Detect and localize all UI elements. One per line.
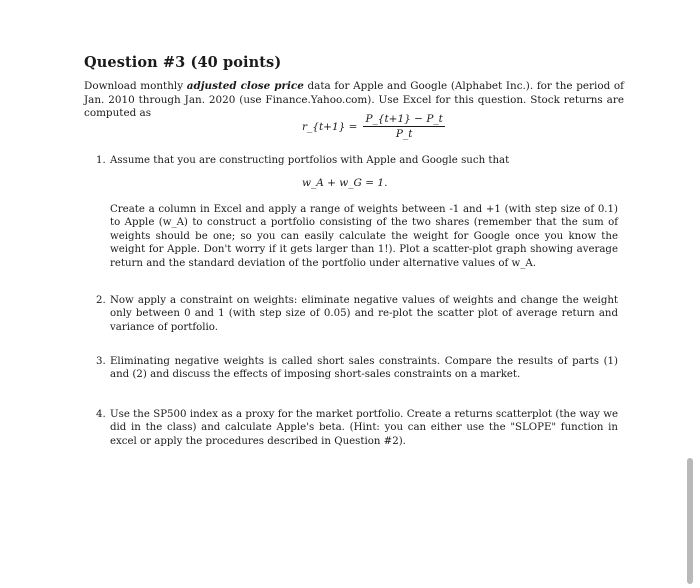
item-number: 2. — [96, 295, 106, 306]
item-4-body: Use the SP500 index as a proxy for the market portfolio. Create a returns scatterplot (the way we did in the class) and calculate Apple's beta. (Hint: you can either use the "SLOPE" function in excel or apply the procedures described in Question #2). — [110, 409, 618, 447]
item-2-body: Now apply a constraint on weights: eliminate negative values of weights and change the weight only between 0 and 1 (with step size of 0.05) and re-plot the scatter plot of average return and variance of portfolio. — [110, 295, 618, 333]
weights-equation: w_A + w_G = 1. — [302, 177, 388, 189]
item-3-body: Eliminating negative weights is called short sales constraints. Compare the results of parts (1) and (2) and discuss the effects of imposing short-sales constraints on a market. — [110, 356, 618, 381]
formula-numerator: P_{t+1} − P_t — [365, 113, 443, 125]
list-item-3 — [96, 355, 618, 382]
list-item-2 — [96, 294, 618, 334]
question-title: Question #3 (40 points) — [84, 54, 282, 71]
intro-prefix: Download monthly — [84, 80, 187, 92]
formula-fraction — [363, 113, 444, 140]
formula-lhs: r_{t+1} = — [302, 120, 358, 133]
intro-emphasis: adjusted close price — [186, 80, 304, 92]
list-item-4 — [96, 408, 618, 448]
item-number: 1. — [96, 155, 106, 166]
return-formula — [302, 113, 445, 140]
item-1-lead: Assume that you are constructing portfolios with Apple and Google such that — [110, 155, 510, 166]
item-number: 3. — [96, 356, 106, 367]
item-1-body: Create a column in Excel and apply a range of weights between -1 and +1 (with step size of 0.1) to Apple (w_A) to construct a portfolio consisting of the two shares (remember that the sum of weights should be one; so you can easily calculate the weight for Google once you know the weight for Apple. Don't worry if it gets larger than 1!). Plot a scatter-plot graph showing average return and the standard deviation of the portfolio under alternative values of w_A. — [110, 204, 618, 269]
intro-suffix: data for Apple and Google (Alphabet Inc.). for the period of Jan. 2010 through Jan. 2020 (use Finance.Yahoo.com). Use Excel for this question. Stock returns are computed as — [84, 80, 624, 120]
formula-denominator: P_t — [395, 128, 413, 140]
item-number: 4. — [96, 409, 106, 420]
vertical-scrollbar[interactable] — [687, 458, 693, 584]
